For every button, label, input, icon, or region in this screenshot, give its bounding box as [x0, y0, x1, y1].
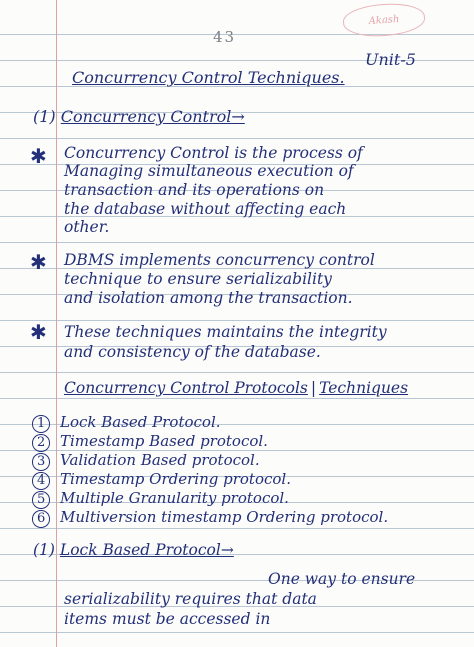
paragraph-line: Managing simultaneous execution of: [64, 162, 354, 180]
paragraph-line: One way to ensure: [268, 570, 416, 588]
list-number: 3: [32, 453, 50, 471]
list-item: Multiple Granularity protocol.: [60, 489, 289, 507]
page-number: 43: [213, 28, 237, 46]
paragraph-line: DBMS implements concurrency control: [64, 251, 375, 269]
page-stamp: [342, 1, 426, 39]
section-title: Lock Based Protocol→: [59, 541, 234, 559]
list-item: Timestamp Based protocol.: [60, 432, 268, 450]
unit-label: Unit-5: [365, 50, 416, 69]
paragraph-line: items must be accessed in: [64, 610, 271, 628]
paragraph-line: and isolation among the transaction.: [64, 289, 353, 307]
list-item: Validation Based protocol.: [60, 451, 260, 469]
section-heading-concurrency-control: [33, 109, 245, 125]
list-number: 4: [32, 472, 50, 490]
section-number: (1): [33, 541, 55, 559]
paragraph-line: Concurrency Control is the process of: [64, 144, 363, 162]
section-number: (1): [33, 107, 56, 126]
paragraph-line: These techniques maintains the integrity: [64, 323, 387, 341]
bullet-asterisk: ✱: [30, 250, 47, 274]
stamp-text: Akash: [368, 13, 400, 27]
paragraph-line: transaction and its operations on: [64, 181, 325, 199]
list-number: 5: [32, 491, 50, 509]
protocols-heading: [64, 381, 408, 397]
protocols-heading-right: Techniques: [319, 379, 409, 397]
section-title: Concurrency Control→: [60, 107, 245, 126]
list-number: 2: [32, 434, 50, 452]
list-item: Lock Based Protocol.: [60, 413, 221, 431]
bullet-asterisk: ✱: [30, 320, 47, 344]
bullet-asterisk: ✱: [30, 144, 47, 168]
heading-separator: |: [310, 379, 317, 397]
list-number: 6: [32, 510, 50, 528]
list-item: Multiversion timestamp Ordering protocol.: [60, 508, 389, 526]
paragraph-line: the database without affecting each: [64, 200, 347, 218]
paragraph-line: and consistency of the database.: [64, 343, 321, 361]
list-item: Timestamp Ordering protocol.: [60, 470, 291, 488]
paragraph-line: technique to ensure serializability: [64, 270, 332, 288]
list-number: 1: [32, 415, 50, 433]
protocols-heading-left: Concurrency Control Protocols: [64, 379, 308, 397]
section-heading-lock-based: [33, 543, 234, 559]
page-title: Concurrency Control Techniques.: [72, 68, 345, 87]
paragraph-line: other.: [64, 218, 110, 236]
paragraph-line: serializability requires that data: [64, 590, 317, 608]
